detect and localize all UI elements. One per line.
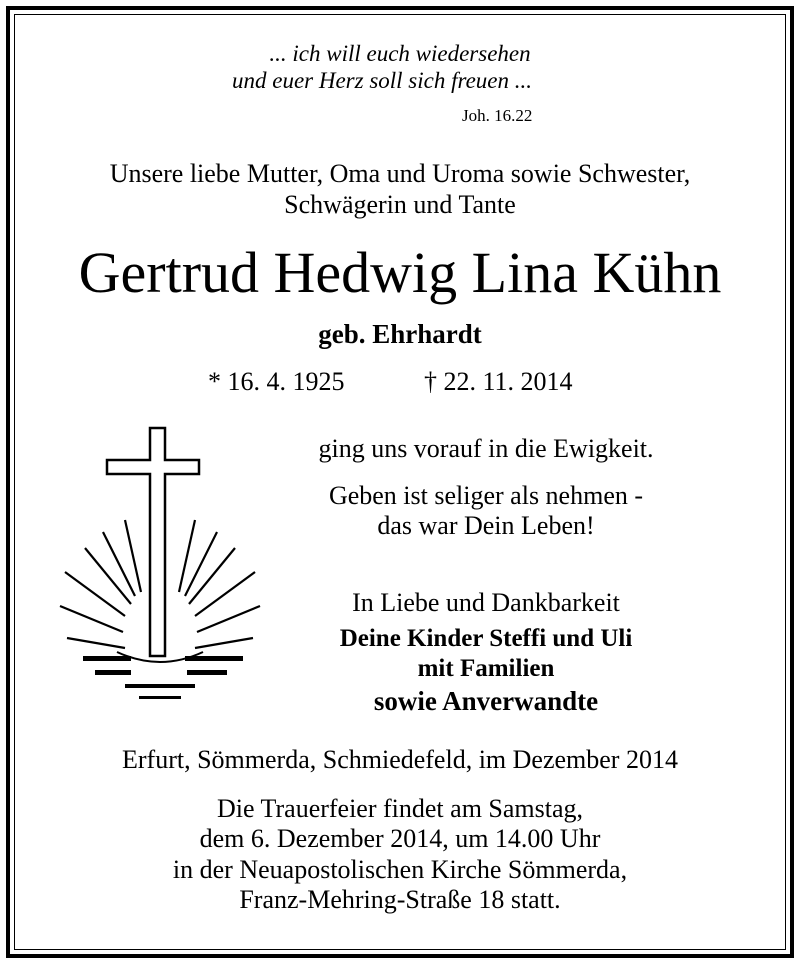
verse-line-1: ... ich will euch wiedersehen [269,41,531,66]
mourners-line-3: sowie Anverwandte [373,686,599,716]
mourners-line-1: Deine Kinder Steffi und Uli [339,625,633,652]
message-line-2: Geben ist seliger als nehmen - [328,481,644,510]
funeral-line-1: Die Trauerfeier findet am Samstag, [216,794,584,823]
maiden-name: geb. Ehrhardt [318,319,482,349]
intro-line-1: Unsere liebe Mutter, Oma und Uroma sowie Schwester, [109,159,691,188]
message-line-3: das war Dein Leben! [377,511,595,540]
death-date: † 22. 11. 2014 [424,367,573,396]
mourners-line-2: mit Familien [417,655,555,682]
funeral-line-2: dem 6. Dezember 2014, um 14.00 Uhr [199,824,601,853]
deceased-name: Gertrud Hedwig Lina Kühn [78,240,722,305]
cross-sunrise-icon [55,420,265,710]
mourners-intro: In Liebe und Dankbarkeit [352,588,620,617]
funeral-line-3: in der Neuapostolischen Kirche Sömmerda, [172,855,628,884]
verse-reference: Joh. 16.22 [462,106,533,125]
message-line-1: ging uns vorauf in die Ewigkeit. [318,434,654,463]
intro-line-2: Schwägerin und Tante [284,190,516,219]
verse-line-2: und euer Herz soll sich freuen ... [231,68,533,93]
birth-date: * 16. 4. 1925 [208,367,345,396]
place-date: Erfurt, Sömmerda, Schmiedefeld, im Dezember 2014 [122,745,678,774]
funeral-line-4: Franz-Mehring-Straße 18 statt. [239,885,561,914]
